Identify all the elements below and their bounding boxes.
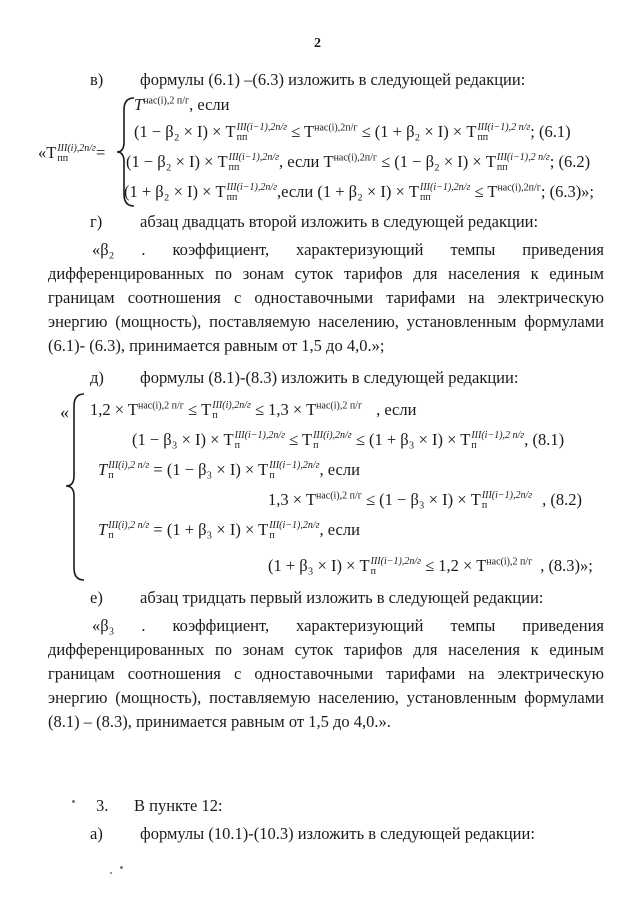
formula-6-line-3: (1 + β₂ × I) × T III(i−1),2п/г пп ,если (1 + β₂ × I) × T III(i−1),2п/г пп ≤ $T^{нас(i),2п/г}$; (6.3)»;	[124, 182, 595, 204]
scan-speck	[72, 800, 75, 803]
formula-8-row-4: $1,3 \times T^{нас(i),2 п/г} \le (1 - \beta_3 \times I) \times T$ III(i−1),2п/г п , (8.2)	[268, 490, 583, 512]
formula-8-row-6: (1 + β₃ × I) × T III(i−1),2п/г п ≤ $1,2 \times T^{нас(i),2 п/г}$ , (8.3)»;	[268, 556, 593, 578]
scan-speck	[110, 872, 112, 874]
item-d-marker: д)	[90, 368, 104, 387]
item-a-text: формулы (10.1)-(10.3) изложить в следующей редакции:	[140, 824, 535, 843]
formula-8-row-1: $1,2 \times T^{нас(i),2 п/г} \le T$ III(i),2п/г п ≤ $1,3 \times T^{нас(i),2 п/г}$ , если	[90, 400, 417, 422]
formula-8-brace	[64, 392, 88, 582]
item-e-marker: е)	[90, 588, 103, 607]
formula-8-open-quote: «	[60, 402, 69, 422]
item-e-text: абзац тридцать первый изложить в следующей редакции:	[140, 588, 544, 607]
formula-6-line-2: (1 − β₂ × I) × T III(i−1),2п/г пп , если $T^{нас(i),2п/г} \le (1 - \beta_2 \times I) \times T$ III(i−1),2 п/г пп ; (6.2)	[126, 152, 591, 174]
scan-speck	[120, 866, 123, 869]
beta3-paragraph: «β₃ . коэффициент, характеризующий темпы приведения дифференцированных по зонам суток тарифов для населения к единым границам соотношения с одноставочными тарифами на электрическую энергию (мощность), поставляемую населению, установленным формулами (8.1) – (8.3), принимается равным от 1,5 до 4,0.».	[48, 616, 604, 731]
item-g-marker: г)	[90, 212, 103, 231]
formula-6-lhs: «T III(i),2п/г пп =	[38, 143, 106, 165]
formula-8-row-2: (1 − β₃ × I) × T III(i−1),2п/г п ≤ T III(i),2п/г п ≤ (1 + β₃ × I) × T III(i−1),2 п/г п , (8.1)	[132, 430, 565, 452]
page-number: 2	[314, 36, 321, 51]
item-v-text: формулы (6.1) –(6.3) изложить в следующей редакции:	[140, 70, 526, 89]
beta2-paragraph: «β₂ . коэффициент, характеризующий темпы приведения дифференцированных по зонам суток тарифов для населения к единым границам соотношения с одноставочными тарифами на электрическую энергию (мощность), поставляемую населению, установленным формулами (6.1)- (6.3), принимается равным от 1,5 до 4,0.»;	[48, 240, 604, 355]
item-3-text: В пункте 12:	[134, 796, 223, 815]
item-v-marker: в)	[90, 70, 104, 89]
item-a-marker: а)	[90, 824, 103, 843]
formula-6-case0: $T^{нас(i),2 п/г}$, если	[134, 95, 230, 114]
formula-6-line-1: (1 − β₂ × I) × T III(i−1),2п/г пп ≤ $T^{нас(i),2п/г} \le (1 + \beta_2 \times I) \times T$ III(i−1),2 п/г пп ; (6.1)	[134, 122, 571, 144]
item-3-marker: 3.	[96, 796, 109, 815]
item-g-text: абзац двадцать второй изложить в следующей редакции:	[140, 212, 539, 231]
formula-8-row-3: T III(i),2 п/г п = (1 − β₃ × I) × T III(i−1),2п/г п , если	[98, 460, 360, 482]
item-d-text: формулы (8.1)-(8.3) изложить в следующей редакции:	[140, 368, 519, 387]
formula-8-row-5: T III(i),2 п/г п = (1 + β₃ × I) × T III(i−1),2п/г п , если	[98, 520, 360, 542]
